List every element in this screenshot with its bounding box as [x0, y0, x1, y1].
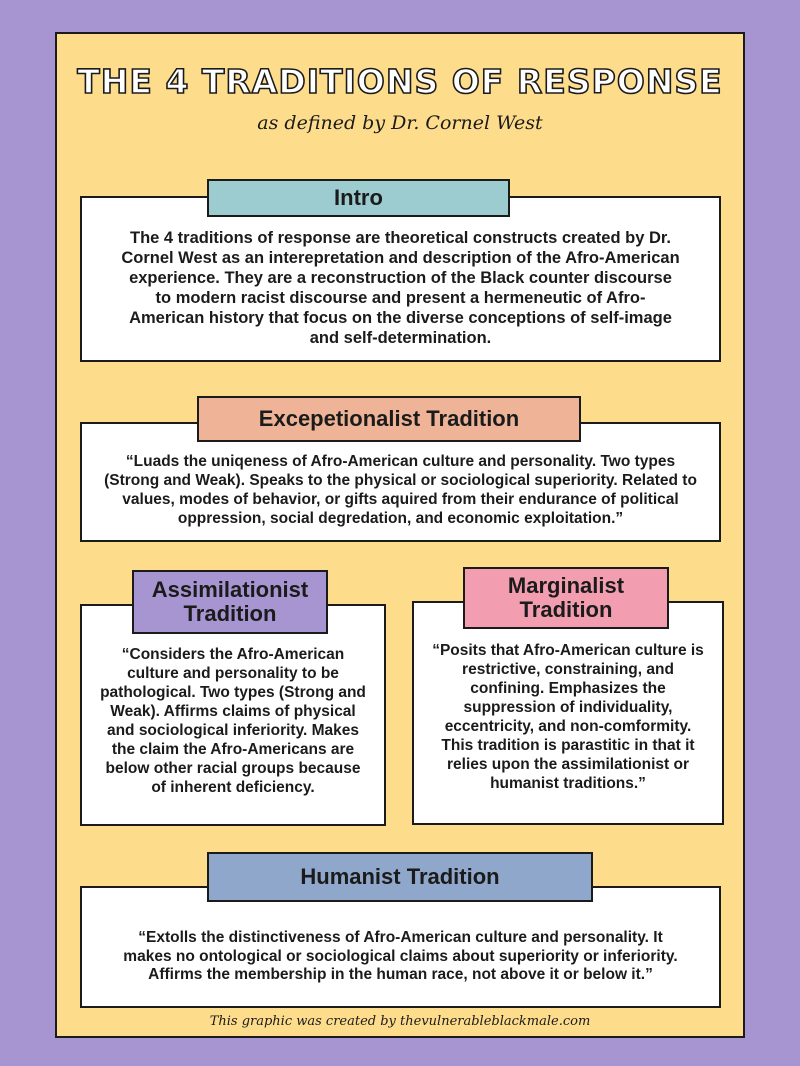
assimilationist-text-box: “Considers the Afro-American culture and personality to be pathological. Two types (Strong and Weak). Affirms claims of physical and sociological inferiority. Makes the claim the Afro-Americans are below other racial groups because of inherent deficiency. — [80, 604, 386, 826]
page-title: THE 4 TRADITIONS OF RESPONSE — [77, 62, 723, 101]
marginalist-label: Marginalist Tradition — [463, 567, 669, 629]
page-subtitle: as defined by Dr. Cornel West — [257, 112, 543, 134]
exceptionalist-text-box: “Luads the uniqeness of Afro-American culture and personality. Two types (Strong and Weak). Speaks to the physical or sociological superiority. Related to values, modes of behavior, or gifts aquired from their endurance of political oppression, social degredation, and economic exploitation.” — [80, 422, 721, 542]
marginalist-text-box: “Posits that Afro-American culture is restrictive, constraining, and confining. Emphasizes the suppression of individuality, eccentricity, and non-comformity. This tradition is parastitic in that it relies upon the assimilationist or humanist traditions.” — [412, 601, 724, 825]
infographic-poster — [55, 32, 745, 1038]
exceptionalist-label: Excepetionalist Tradition — [197, 396, 581, 442]
humanist-text-box: “Extolls the distinctiveness of Afro-American culture and personality. It makes no ontological or sociological claims about superiority or inferiority. Affirms the membership in the human race, not above it or below it.” — [80, 886, 721, 1008]
credit-line: This graphic was created by thevulnerableblackmale.com — [209, 1014, 591, 1029]
humanist-label: Humanist Tradition — [207, 852, 593, 902]
assimilationist-label: Assimilationist Tradition — [132, 570, 328, 634]
intro-label: Intro — [207, 179, 510, 217]
intro-text-box: The 4 traditions of response are theoretical constructs created by Dr. Cornel West as an interepretation and description of the Afro-American experience. They are a reconstruction of the Black counter discourse to modern racist discourse and present a hermeneutic of Afro-American history that focus on the diverse conceptions of self-image and self-determination. — [80, 196, 721, 362]
